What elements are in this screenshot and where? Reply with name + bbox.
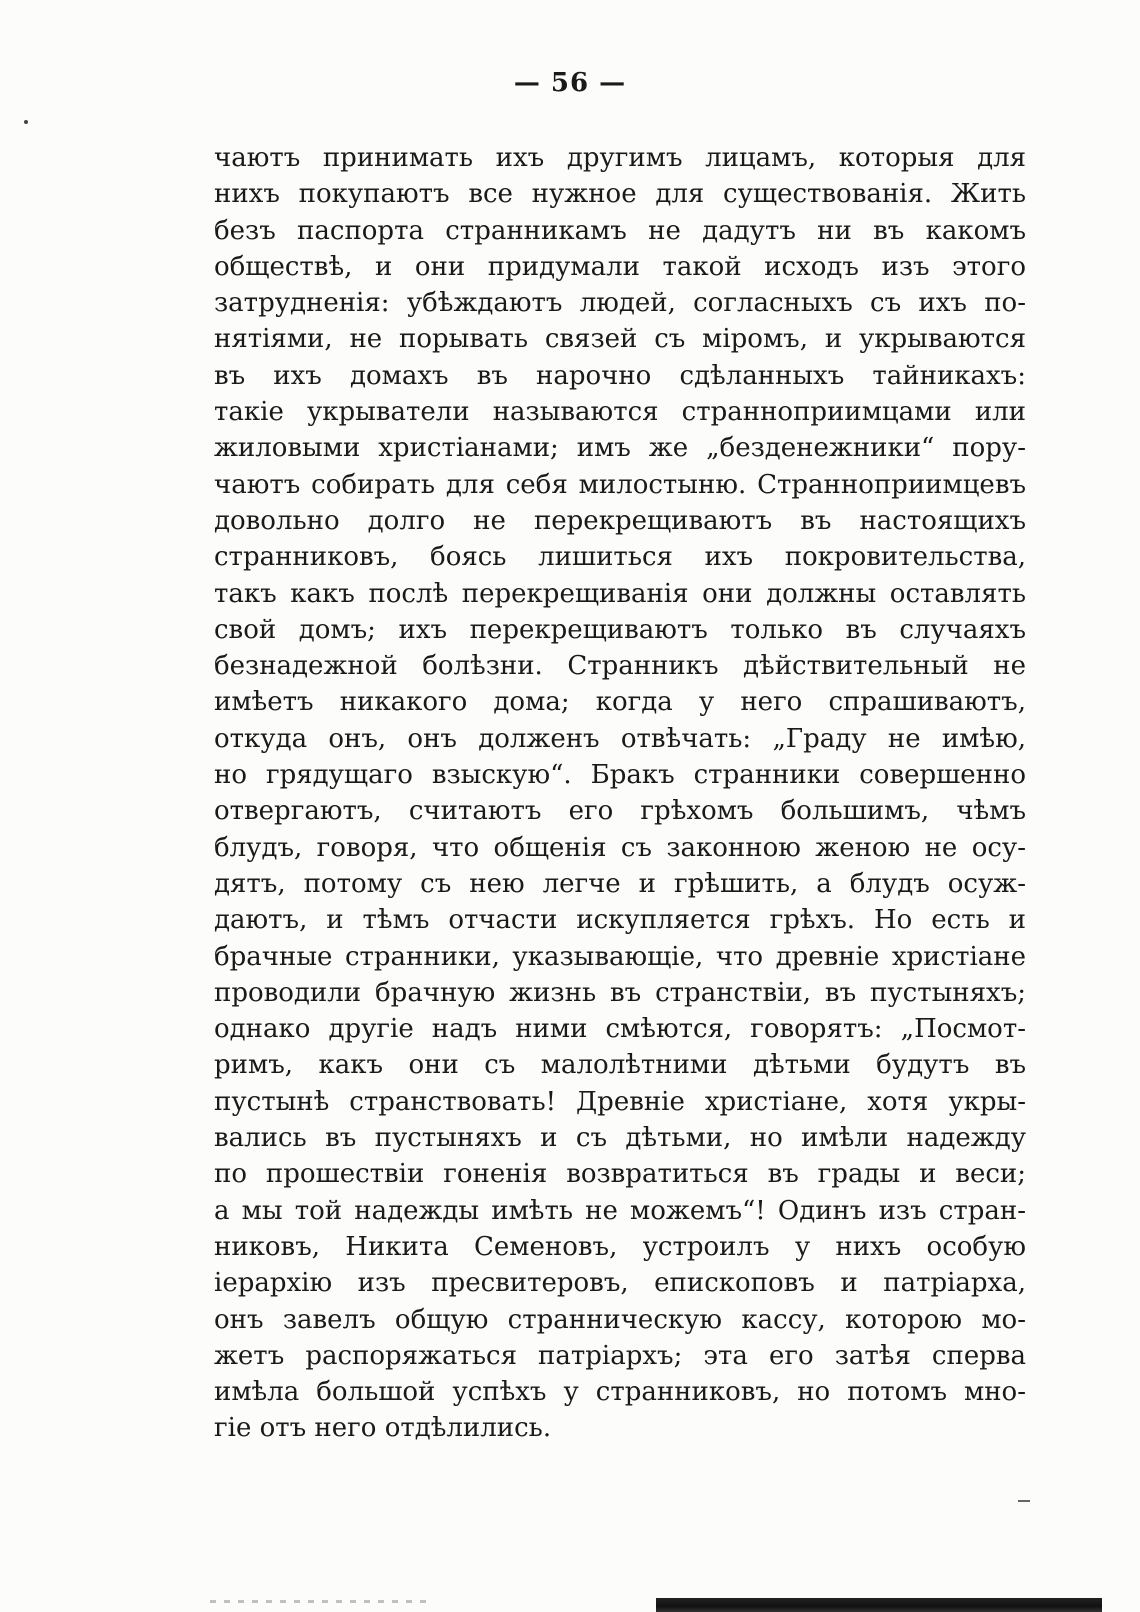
- text-line: но грядущаго взыскую“. Бракъ странники совершенно: [214, 760, 1026, 791]
- text-line: въ ихъ домахъ въ нарочно сдѣланныхъ тайникахъ:: [214, 360, 1026, 391]
- text-line: обществѣ, и они придумали такой исходъ изъ этого: [214, 251, 1026, 282]
- text-line: однако другіе надъ ними смѣются, говорятъ: „Посмот-: [214, 1014, 1026, 1045]
- text-line: затрудненія: убѣждаютъ людей, согласныхъ съ ихъ по-: [214, 288, 1026, 319]
- text-line: свой домъ; ихъ перекрещиваютъ только въ случаяхъ: [214, 614, 1026, 645]
- text-line: проводили брачную жизнь въ странствіи, въ пустыняхъ;: [214, 977, 1026, 1008]
- text-line: никовъ, Никита Семеновъ, устроилъ у нихъ особую: [214, 1231, 1026, 1262]
- text-line: чаютъ принимать ихъ другимъ лицамъ, которыя для: [214, 143, 1026, 173]
- body-text: [214, 140, 1026, 1447]
- margin-mark: [1018, 1500, 1030, 1502]
- margin-speck: [24, 120, 28, 124]
- text-line: вались въ пустыняхъ и съ дѣтьми, но имѣли надежду: [214, 1123, 1026, 1154]
- text-line: такіе укрыватели называются странноприимцами или: [214, 397, 1026, 428]
- text-line: имѣетъ никакого дома; когда у него спрашиваютъ,: [214, 687, 1026, 718]
- text-line: римъ, какъ они съ малолѣтними дѣтьми будутъ въ: [214, 1050, 1026, 1081]
- text-line: безъ паспорта странникамъ не дадутъ ни въ какомъ: [214, 215, 1026, 246]
- text-line: даютъ, и тѣмъ отчасти искупляется грѣхъ. Но есть и: [214, 905, 1026, 936]
- text-line: отвергаютъ, считаютъ его грѣхомъ большимъ, чѣмъ: [214, 796, 1026, 827]
- text-line: странниковъ, боясь лишиться ихъ покровительства,: [214, 542, 1026, 573]
- scan-edge-bar: [656, 1598, 1102, 1612]
- text-line-final: гіе отъ него отдѣлились.: [214, 1413, 552, 1444]
- text-line: такъ какъ послѣ перекрещиванія они должны оставлять: [214, 578, 1026, 609]
- text-line: безнадежной болѣзни. Странникъ дѣйствительный не: [214, 651, 1026, 682]
- text-line: по прошествіи гоненія возвратиться въ грады и веси;: [214, 1159, 1026, 1190]
- text-line: довольно долго не перекрещиваютъ въ настоящихъ: [214, 505, 1026, 536]
- text-line: нихъ покупаютъ все нужное для существованія. Жить: [214, 179, 1026, 210]
- text-line: дятъ, потому съ нею легче и грѣшить, а блудъ осуж-: [214, 868, 1026, 899]
- text-line: онъ завелъ общую странническую кассу, которою мо-: [214, 1304, 1026, 1335]
- text-line: откуда онъ, онъ долженъ отвѣчать: „Граду не имѣю,: [214, 723, 1026, 754]
- text-line: жетъ распоряжаться патріархъ; эта его затѣя сперва: [214, 1340, 1026, 1371]
- text-line: имѣла большой успѣхъ у странниковъ, но потомъ мно-: [214, 1377, 1026, 1408]
- text-line: іерархію изъ пресвитеровъ, епископовъ и патріарха,: [214, 1268, 1026, 1299]
- text-line: блудъ, говоря, что общенія съ законною женою не осу-: [214, 832, 1026, 863]
- page-number: — 56 —: [513, 68, 627, 98]
- scan-smudge: [210, 1600, 430, 1603]
- text-line: а мы той надежды имѣть не можемъ“! Одинъ изъ стран-: [214, 1195, 1026, 1226]
- text-line: пустынѣ странствовать! Древніе христіане, хотя укры-: [214, 1086, 1026, 1117]
- text-line: чаютъ собирать для себя милостыню. Странноприимцевъ: [214, 469, 1026, 500]
- text-line: нятіями, не порывать связей съ міромъ, и укрываются: [214, 324, 1026, 355]
- text-line: брачные странники, указывающіе, что древніе христіане: [214, 941, 1026, 972]
- text-line: жиловыми христіанами; имъ же „безденежники“ пору-: [214, 433, 1026, 464]
